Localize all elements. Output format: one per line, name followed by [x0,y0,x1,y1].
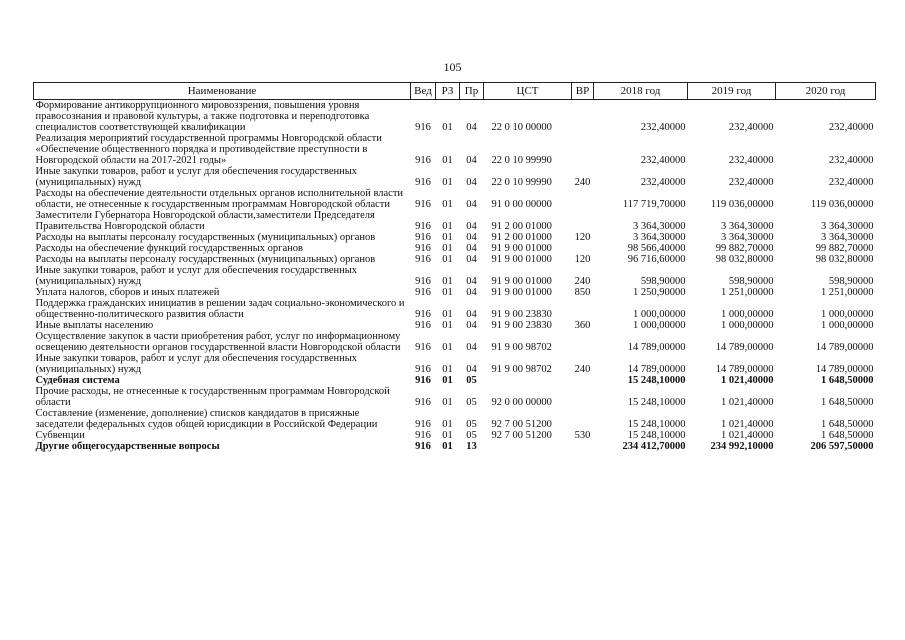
row-pr: 04 [466,287,477,298]
header-pr: Пр [460,83,484,100]
row-amount-2018: 15 248,10000 [627,397,686,408]
row-rz: 01 [442,287,453,298]
row-amount-2019: 14 789,00000 [715,364,774,375]
row-amount-2019: 3 364,30000 [721,232,774,243]
row-amount-2019: 98 032,80000 [715,254,774,265]
row-cst: 91 9 00 23830 [491,320,552,331]
row-amount-2018: 1 000,00000 [633,309,686,320]
row-pr: 05 [466,397,477,408]
row-name: Осуществление закупок в части приобретения работ, услуг по информационному освещению деятельности органов государственной власти Новгородской области [35,331,401,353]
row-amount-2019: 232,40000 [728,177,774,188]
row-amount-2018: 232,40000 [640,122,686,133]
row-cst: 91 9 00 01000 [491,287,552,298]
row-amount-2020: 1 648,50000 [821,419,874,430]
row-amount-2018: 15 248,10000 [627,430,686,441]
row-name: Формирование антикоррупционного мировоззрения, повышения уровня правосознания и правовой культуры, а также подготовка и переподготовка специалистов соответствующей квалификации [35,100,370,133]
row-pr: 04 [466,309,477,320]
row-cst: 92 7 00 51200 [491,430,552,441]
row-amount-2019: 234 992,10000 [710,441,774,452]
row-name: Уплата налогов, сборов и иных платежей [35,287,220,298]
row-amount-2020: 232,40000 [828,122,874,133]
row-rz: 01 [442,364,453,375]
header-ved: Вед [411,83,436,100]
row-name: Иные закупки товаров, работ и услуг для обеспечения государственных (муниципальных) нужд [35,166,358,188]
row-amount-2018: 15 248,10000 [627,419,686,430]
row-name: Субвенции [35,430,85,441]
header-vr: ВР [572,83,594,100]
row-rz: 01 [442,254,453,265]
row-ved: 916 [415,375,431,386]
row-amount-2020: 1 648,50000 [821,375,874,386]
row-vr [572,210,594,232]
row-rz: 01 [442,243,453,254]
row-rz: 01 [442,441,453,452]
row-amount-2018: 14 789,00000 [627,364,686,375]
row-amount-2020: 14 789,00000 [815,342,874,353]
row-rz: 01 [442,122,453,133]
table-row [34,210,876,232]
table-row [34,331,876,353]
row-amount-2018: 3 364,30000 [633,221,686,232]
row-pr: 04 [466,320,477,331]
header-2018: 2018 год [594,83,688,100]
table-row [34,320,876,331]
row-ved: 916 [415,276,431,287]
row-rz: 01 [442,397,453,408]
row-pr: 04 [466,221,477,232]
row-ved: 916 [415,232,431,243]
row-pr: 05 [466,430,477,441]
row-amount-2020: 98 032,80000 [815,254,874,265]
row-amount-2020: 3 364,30000 [821,221,874,232]
row-amount-2019: 1 021,40000 [721,397,774,408]
row-rz: 01 [442,430,453,441]
row-amount-2018: 234 412,70000 [622,441,686,452]
row-amount-2018: 15 248,10000 [627,375,686,386]
row-name: Иные выплаты населению [35,320,154,331]
table-row [34,265,876,287]
row-rz: 01 [442,342,453,353]
header-2019: 2019 год [688,83,776,100]
row-vr: 240 [574,177,591,188]
row-pr: 04 [466,254,477,265]
row-amount-2019: 3 364,30000 [721,221,774,232]
row-rz: 01 [442,232,453,243]
table-row [34,441,876,452]
table-body [34,100,876,453]
table-row [34,133,876,166]
row-pr: 04 [466,232,477,243]
row-rz: 01 [442,419,453,430]
row-name: Реализация мероприятий государственной программы Новгородской области «Обеспечение общественного порядка и противодействие преступности в Новгородской области на 2017-2021 годы» [35,133,382,166]
row-amount-2020: 598,90000 [828,276,874,287]
row-pr: 04 [466,122,477,133]
row-vr [572,133,594,166]
row-name: Поддержка гражданских инициатив в решении задач социально-экономического и общественно-политического развития области [35,298,405,320]
row-name: Судебная система [35,375,120,386]
table-row [34,243,876,254]
row-amount-2018: 1 250,90000 [633,287,686,298]
row-amount-2019: 232,40000 [728,155,774,166]
table-row [34,298,876,320]
row-cst: 22 0 10 99990 [491,155,552,166]
row-vr [572,375,594,386]
row-ved: 916 [415,254,431,265]
row-amount-2019: 1 021,40000 [721,430,774,441]
row-name: Расходы на обеспечение функций государственных органов [35,243,303,254]
row-name: Расходы на обеспечение деятельности отдельных органов исполнительной власти области, не отнесенные к государственным программам Новгородской области [35,188,404,210]
row-ved: 916 [415,199,431,210]
row-ved: 916 [415,320,431,331]
row-ved: 916 [415,419,431,430]
row-ved: 916 [415,122,431,133]
row-ved: 916 [415,243,431,254]
header-2020: 2020 год [776,83,876,100]
row-ved: 916 [415,155,431,166]
row-pr: 04 [466,364,477,375]
row-cst: 91 9 00 98702 [491,364,552,375]
row-rz: 01 [442,309,453,320]
row-amount-2018: 232,40000 [640,177,686,188]
row-amount-2020: 1 648,50000 [821,397,874,408]
row-amount-2020: 119 036,00000 [810,199,874,210]
row-amount-2018: 232,40000 [640,155,686,166]
row-amount-2020: 232,40000 [828,155,874,166]
row-vr [572,298,594,320]
row-amount-2020: 1 000,00000 [821,309,874,320]
row-amount-2018: 98 566,40000 [627,243,686,254]
header-cst: ЦСТ [484,83,572,100]
row-name: Другие общегосударственные вопросы [35,441,220,452]
row-ved: 916 [415,364,431,375]
row-amount-2018: 14 789,00000 [627,342,686,353]
row-vr: 240 [574,364,591,375]
row-amount-2018: 598,90000 [640,276,686,287]
row-ved: 916 [415,177,431,188]
row-amount-2020: 14 789,00000 [815,364,874,375]
row-cst: 22 0 10 99990 [491,177,552,188]
row-cst: 22 0 10 00000 [491,122,552,133]
row-cst: 92 7 00 51200 [491,419,552,430]
table-row [34,166,876,188]
row-vr: 120 [574,232,591,243]
header-name: Наименование [34,83,411,100]
row-amount-2019: 1 000,00000 [721,309,774,320]
row-amount-2019: 1 021,40000 [721,375,774,386]
row-amount-2019: 598,90000 [728,276,774,287]
row-amount-2019: 119 036,00000 [710,199,774,210]
table-row [34,188,876,210]
row-vr: 120 [574,254,591,265]
row-cst: 91 9 00 01000 [491,243,552,254]
table-row [34,254,876,265]
row-cst: 91 2 00 01000 [491,221,552,232]
row-vr [572,441,594,452]
table-row [34,353,876,375]
row-amount-2019: 14 789,00000 [715,342,774,353]
row-rz: 01 [442,199,453,210]
row-name: Иные закупки товаров, работ и услуг для обеспечения государственных (муниципальных) нужд [35,265,358,287]
row-amount-2019: 1 000,00000 [721,320,774,331]
row-rz: 01 [442,221,453,232]
row-pr: 04 [466,276,477,287]
row-amount-2020: 1 251,00000 [821,287,874,298]
row-amount-2018: 96 716,60000 [627,254,686,265]
row-vr: 850 [574,287,591,298]
row-pr: 04 [466,155,477,166]
row-cst: 92 0 00 00000 [491,397,552,408]
row-vr [572,188,594,210]
row-ved: 916 [415,342,431,353]
table-row [34,375,876,386]
row-ved: 916 [415,441,431,452]
row-amount-2018: 1 000,00000 [633,320,686,331]
row-name: Иные закупки товаров, работ и услуг для обеспечения государственных (муниципальных) нужд [35,353,358,375]
row-name: Прочие расходы, не отнесенные к государственным программам Новгородской области [35,386,390,408]
row-amount-2018: 117 719,70000 [622,199,686,210]
row-name: Заместители Губернатора Новгородской области,заместители Председателя Правительства Новгородской области [35,210,375,232]
row-ved: 916 [415,309,431,320]
row-vr [572,386,594,408]
row-rz: 01 [442,155,453,166]
row-amount-2020: 206 597,50000 [810,441,874,452]
row-vr [572,100,594,134]
row-name: Составление (изменение, дополнение) списков кандидатов в присяжные заседатели федеральных судов общей юрисдикции в Российской Федерации [35,408,378,430]
row-name: Расходы на выплаты персоналу государственных (муниципальных) органов [35,232,376,243]
row-vr: 240 [574,276,591,287]
row-vr [572,243,594,254]
row-cst [484,375,572,386]
row-vr [572,331,594,353]
row-rz: 01 [442,276,453,287]
row-ved: 916 [415,430,431,441]
table-row [34,408,876,430]
row-amount-2020: 3 364,30000 [821,232,874,243]
row-amount-2018: 3 364,30000 [633,232,686,243]
row-rz: 01 [442,320,453,331]
row-name: Расходы на выплаты персоналу государственных (муниципальных) органов [35,254,376,265]
row-ved: 916 [415,221,431,232]
table-row [34,386,876,408]
row-rz: 01 [442,177,453,188]
row-amount-2019: 1 251,00000 [721,287,774,298]
table-row [34,430,876,441]
row-amount-2019: 1 021,40000 [721,419,774,430]
table-header-row [34,83,876,100]
row-pr: 04 [466,177,477,188]
row-amount-2020: 232,40000 [828,177,874,188]
table-row [34,100,876,134]
row-vr: 530 [574,430,591,441]
row-vr: 360 [574,320,591,331]
row-pr: 04 [466,342,477,353]
row-amount-2019: 99 882,70000 [715,243,774,254]
row-ved: 916 [415,397,431,408]
row-pr: 04 [466,199,477,210]
row-cst: 91 9 00 01000 [491,276,552,287]
row-pr: 04 [466,243,477,254]
row-amount-2019: 232,40000 [728,122,774,133]
row-cst: 91 9 00 98702 [491,342,552,353]
row-cst: 91 9 00 01000 [491,254,552,265]
row-amount-2020: 99 882,70000 [815,243,874,254]
table-row [34,287,876,298]
row-rz: 01 [442,375,453,386]
row-cst: 91 9 00 23830 [491,309,552,320]
row-amount-2020: 1 648,50000 [821,430,874,441]
row-pr: 13 [466,441,477,452]
row-cst: 91 0 00 00000 [491,199,552,210]
row-cst [484,441,572,452]
budget-table [33,82,876,452]
table-row [34,232,876,243]
header-rz: РЗ [436,83,460,100]
row-pr: 05 [466,419,477,430]
row-amount-2020: 1 000,00000 [821,320,874,331]
row-cst: 91 2 00 01000 [491,232,552,243]
row-ved: 916 [415,287,431,298]
row-pr: 05 [466,375,477,386]
page-number: 105 [443,60,462,74]
row-vr [572,408,594,430]
